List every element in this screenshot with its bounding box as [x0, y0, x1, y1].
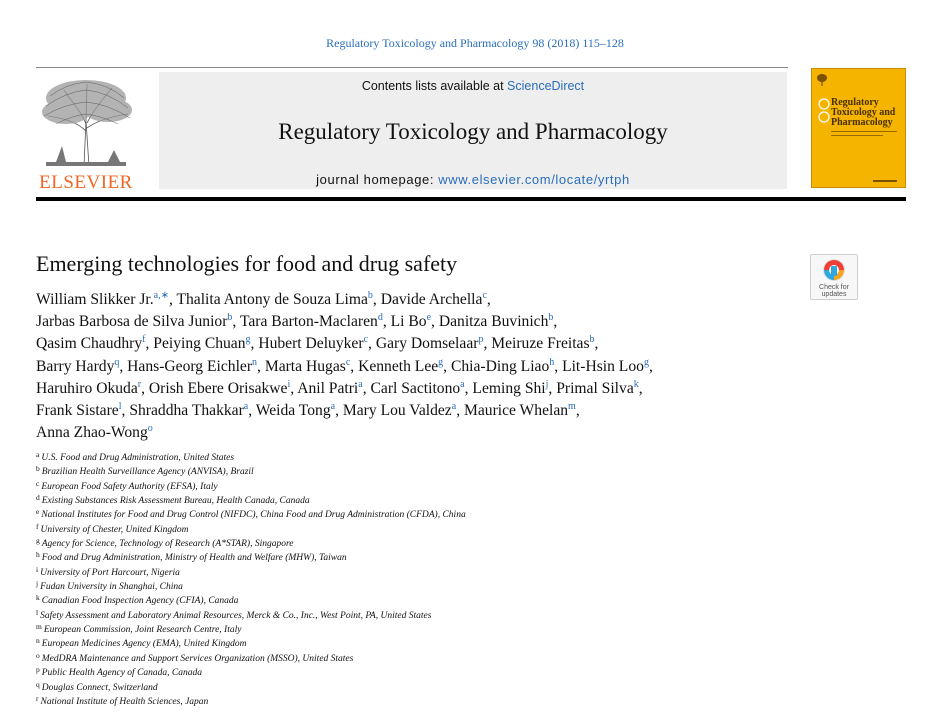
affiliation-marker: b: [36, 464, 40, 474]
author-separator: ,: [553, 313, 558, 331]
affiliation-text: Canadian Food Inspection Agency (CFIA), Canada: [41, 596, 239, 607]
author-separator: ,: [119, 357, 128, 375]
journal-cover[interactable]: [811, 68, 906, 188]
author-affiliation-marker[interactable]: b: [589, 334, 595, 346]
author-affiliation-marker[interactable]: g: [245, 334, 251, 346]
affiliation-item: [36, 537, 736, 551]
author-name[interactable]: Carl Sactitono: [370, 379, 461, 397]
author-line: [36, 311, 826, 333]
crossmark-label-line2: updates: [821, 291, 847, 298]
author-separator: ,: [464, 379, 473, 397]
author-affiliation-marker[interactable]: n: [252, 356, 258, 368]
author-separator: ,: [248, 402, 256, 420]
author-name[interactable]: Li Bo: [390, 313, 427, 331]
affiliation-item: [36, 681, 736, 695]
affiliation-marker: d: [36, 493, 40, 503]
author-name[interactable]: Lit-Hsin Loo: [562, 357, 644, 375]
journal-homepage: [159, 172, 787, 187]
affiliation-item: [36, 594, 736, 608]
author-separator: ,: [548, 379, 557, 397]
author-name[interactable]: Frank Sistare: [36, 402, 119, 420]
crossmark-icon: [811, 257, 857, 285]
affiliation-item: [36, 623, 736, 637]
author-name[interactable]: Thalita Antony de Souza Lima: [176, 291, 368, 308]
affiliation-marker: c: [36, 478, 40, 488]
author-affiliation-marker[interactable]: c: [363, 334, 369, 346]
elsevier-tree-icon: [36, 76, 136, 170]
affiliation-text: University of Chester, United Kingdom: [40, 524, 189, 535]
affiliation-item: [36, 652, 736, 666]
journal-citation-link[interactable]: Regulatory Toxicology and Pharmacology 98 (2018) 115–128: [326, 36, 624, 50]
author-affiliation-marker[interactable]: r: [137, 378, 142, 390]
author-separator: ,: [372, 291, 381, 308]
affiliation-marker: i: [36, 564, 39, 574]
author-name[interactable]: Anil Patri: [297, 379, 359, 397]
affiliation-marker: g: [36, 536, 40, 546]
affiliation-text: European Medicines Agency (EMA), United Kingdom: [41, 639, 247, 650]
affiliation-text: Existing Substances Risk Assessment Bureau, Health Canada, Canada: [41, 496, 310, 507]
crossmark-label-line1: Check for: [819, 284, 849, 291]
author-name[interactable]: Maurice Whelan: [463, 402, 569, 420]
cover-elsevier-icon: [816, 73, 828, 87]
affiliation-item: [36, 637, 736, 651]
author-name[interactable]: Davide Archella: [380, 291, 483, 308]
author-separator: ,: [121, 402, 130, 420]
affiliation-marker: q: [36, 679, 40, 689]
author-name[interactable]: Primal Silva: [556, 379, 634, 397]
affiliation-item: [36, 695, 736, 709]
affiliation-item: [36, 580, 736, 594]
author-name[interactable]: William Slikker Jr.: [36, 291, 154, 308]
author-line: [36, 378, 826, 400]
author-affiliation-marker[interactable]: e: [426, 312, 432, 324]
author-name[interactable]: Peiying Chuan: [153, 335, 246, 353]
author-name[interactable]: Haruhiro Okuda: [36, 379, 138, 397]
author-name[interactable]: Orish Ebere Orisakwe: [148, 379, 288, 397]
affiliation-item: [36, 551, 736, 565]
author-name[interactable]: Gary Domselaar: [375, 335, 479, 353]
author-affiliation-marker[interactable]: o: [147, 423, 153, 435]
author-affiliation-marker[interactable]: g: [643, 356, 649, 368]
author-separator: ,: [335, 402, 343, 420]
author-line: [36, 333, 826, 355]
author-separator: ,: [575, 402, 580, 420]
author-separator: ,: [250, 335, 259, 353]
affiliation-item: [36, 609, 736, 623]
affiliation-text: European Commission, Joint Research Centre, Italy: [43, 625, 242, 636]
author-name[interactable]: Weida Tong: [255, 402, 331, 420]
author-separator: ,: [232, 313, 240, 331]
affiliation-marker: e: [36, 507, 40, 517]
author-affiliation-marker[interactable]: g: [438, 356, 444, 368]
affiliation-marker: j: [36, 579, 39, 589]
contents-prefix: Contents lists available at: [361, 79, 508, 93]
author-affiliation-marker[interactable]: q: [114, 356, 120, 368]
author-affiliation-marker[interactable]: f: [142, 334, 146, 346]
author-affiliation-marker[interactable]: b: [548, 312, 554, 324]
author-affiliation-marker[interactable]: a: [358, 378, 363, 390]
affiliation-marker: a: [36, 450, 40, 459]
author-affiliation-marker[interactable]: c: [482, 290, 487, 301]
affiliation-text: Douglas Connect, Switzerland: [41, 682, 158, 693]
author-affiliation-marker[interactable]: m: [568, 401, 576, 413]
author-list: [36, 289, 826, 444]
author-line: [36, 356, 826, 378]
masthead-bottom-rule: [36, 197, 906, 201]
affiliation-item: [36, 666, 736, 680]
author-separator: ,: [141, 379, 149, 397]
cover-emblem-icon: [817, 97, 831, 127]
affiliation-text: Food and Drug Administration, Ministry of Health and Welfare (MHW), Taiwan: [41, 553, 347, 564]
affiliation-marker: h: [36, 550, 40, 560]
publisher-name: ELSEVIER: [39, 172, 133, 193]
article-title: Emerging technologies for food and drug safety: [36, 251, 458, 276]
author-name[interactable]: Meiruze Freitas: [491, 335, 590, 353]
author-affiliation-marker[interactable]: a: [460, 378, 465, 390]
author-affiliation-marker[interactable]: i: [287, 378, 291, 390]
homepage-prefix: journal homepage:: [316, 172, 439, 187]
author-affiliation-marker[interactable]: d: [377, 312, 383, 324]
author-affiliation-marker[interactable]: l: [118, 401, 122, 413]
author-name[interactable]: Hans-Georg Eichler: [127, 357, 253, 375]
author-name[interactable]: Qasim Chaudhry: [36, 335, 143, 353]
affiliation-item: [36, 508, 736, 522]
author-affiliation-marker[interactable]: a: [330, 401, 336, 413]
affiliation-marker: n: [36, 636, 40, 646]
author-separator: ,: [145, 335, 154, 353]
author-affiliation-marker[interactable]: p: [478, 334, 484, 346]
author-separator: ,: [486, 291, 491, 308]
homepage-link[interactable]: www.elsevier.com/locate/yrtph: [438, 172, 630, 187]
affiliation-item: [36, 494, 736, 508]
journal-masthead: [159, 72, 787, 189]
author-name[interactable]: Anna Zhao-Wong: [36, 424, 148, 442]
affiliation-text: Agency for Science, Technology of Research (A*STAR), Singapore: [41, 539, 294, 550]
author-affiliation-marker[interactable]: h: [549, 356, 555, 368]
affiliation-item: [36, 480, 736, 494]
author-name[interactable]: Danitza Buvinich: [438, 313, 549, 331]
author-line: [36, 422, 826, 444]
author-name[interactable]: Tara Barton-Maclaren: [239, 313, 378, 331]
author-line: [36, 400, 826, 422]
author-name[interactable]: Kenneth Lee: [358, 357, 439, 375]
affiliation-text: Public Health Agency of Canada, Canada: [41, 668, 202, 679]
author-name[interactable]: Mary Lou Valdez: [342, 402, 452, 420]
affiliation-text: National Institutes for Food and Drug Control (NIFDC), China Food and Drug Administration (CFDA), China: [41, 510, 466, 521]
author-affiliation-marker[interactable]: a,∗: [153, 290, 169, 301]
author-separator: ,: [368, 335, 376, 353]
author-separator: ,: [456, 402, 464, 420]
author-name[interactable]: Shraddha Thakkar: [129, 402, 244, 420]
affiliation-text: University of Port Harcourt, Nigeria: [40, 567, 180, 578]
author-affiliation-marker[interactable]: c: [345, 356, 351, 368]
affiliation-text: European Food Safety Authority (EFSA), Italy: [41, 481, 218, 492]
affiliation-marker: f: [36, 521, 39, 531]
author-line: [36, 289, 826, 311]
affiliation-marker: m: [36, 622, 42, 632]
author-separator: ,: [594, 335, 599, 353]
author-affiliation-marker[interactable]: j: [545, 378, 549, 390]
author-name[interactable]: Barry Hardy: [36, 357, 115, 375]
author-name[interactable]: Marta Hugas: [264, 357, 346, 375]
header-divider: [36, 67, 788, 68]
affiliation-text: National Institute of Health Sciences, Japan: [40, 696, 209, 707]
affiliation-text: MedDRA Maintenance and Support Services Organization (MSSO), United States: [41, 653, 354, 664]
affiliation-marker: p: [36, 665, 40, 675]
author-name[interactable]: Leming Shi: [472, 379, 546, 397]
author-separator: ,: [638, 379, 643, 397]
author-separator: ,: [554, 357, 563, 375]
author-separator: ,: [431, 313, 439, 331]
affiliation-item: [36, 566, 736, 580]
cover-footer-mark: [873, 180, 897, 182]
affiliation-list: [36, 451, 736, 709]
journal-citation: [0, 36, 950, 51]
affiliation-marker: r: [36, 693, 39, 703]
author-name[interactable]: Hubert Deluyker: [258, 335, 364, 353]
affiliation-text: Safety Assessment and Laboratory Animal Resources, Merck & Co., Inc., West Point, PA, United States: [40, 610, 432, 621]
affiliation-text: U.S. Food and Drug Administration, United States: [41, 453, 235, 463]
cover-subtitle-line: [831, 135, 883, 136]
author-affiliation-marker[interactable]: a: [243, 401, 249, 413]
author-separator: ,: [350, 357, 359, 375]
author-separator: ,: [382, 313, 391, 331]
author-separator: ,: [290, 379, 298, 397]
affiliation-item: [36, 465, 736, 479]
author-separator: ,: [443, 357, 451, 375]
author-name[interactable]: Jarbas Barbosa de Silva Junior: [36, 313, 228, 331]
author-name[interactable]: Chia-Ding Liao: [450, 357, 550, 375]
affiliation-item: [36, 523, 736, 537]
author-affiliation-marker[interactable]: b: [367, 290, 373, 301]
elsevier-logo[interactable]: [36, 76, 136, 192]
author-affiliation-marker[interactable]: a: [451, 401, 457, 413]
author-separator: ,: [168, 291, 177, 308]
author-separator: ,: [257, 357, 265, 375]
affiliation-marker: o: [36, 650, 40, 660]
author-affiliation-marker[interactable]: b: [227, 312, 233, 324]
author-separator: ,: [648, 357, 653, 375]
contents-availability: [159, 79, 787, 93]
author-affiliation-marker[interactable]: k: [633, 378, 639, 390]
journal-title: Regulatory Toxicology and Pharmacology: [278, 119, 668, 144]
affiliation-text: Fudan University in Shanghai, China: [40, 582, 183, 593]
affiliation-marker: k: [36, 593, 40, 603]
affiliation-item: [36, 451, 736, 465]
affiliation-marker: l: [36, 607, 39, 617]
cover-title: Regulatory Toxicology and Pharmacology: [831, 97, 896, 128]
sciencedirect-link[interactable]: ScienceDirect: [507, 79, 585, 93]
author-separator: ,: [362, 379, 371, 397]
cover-subtitle-line: [831, 131, 897, 132]
author-separator: ,: [483, 335, 492, 353]
affiliation-text: Brazilian Health Surveillance Agency (ANVISA), Brazil: [41, 467, 254, 478]
